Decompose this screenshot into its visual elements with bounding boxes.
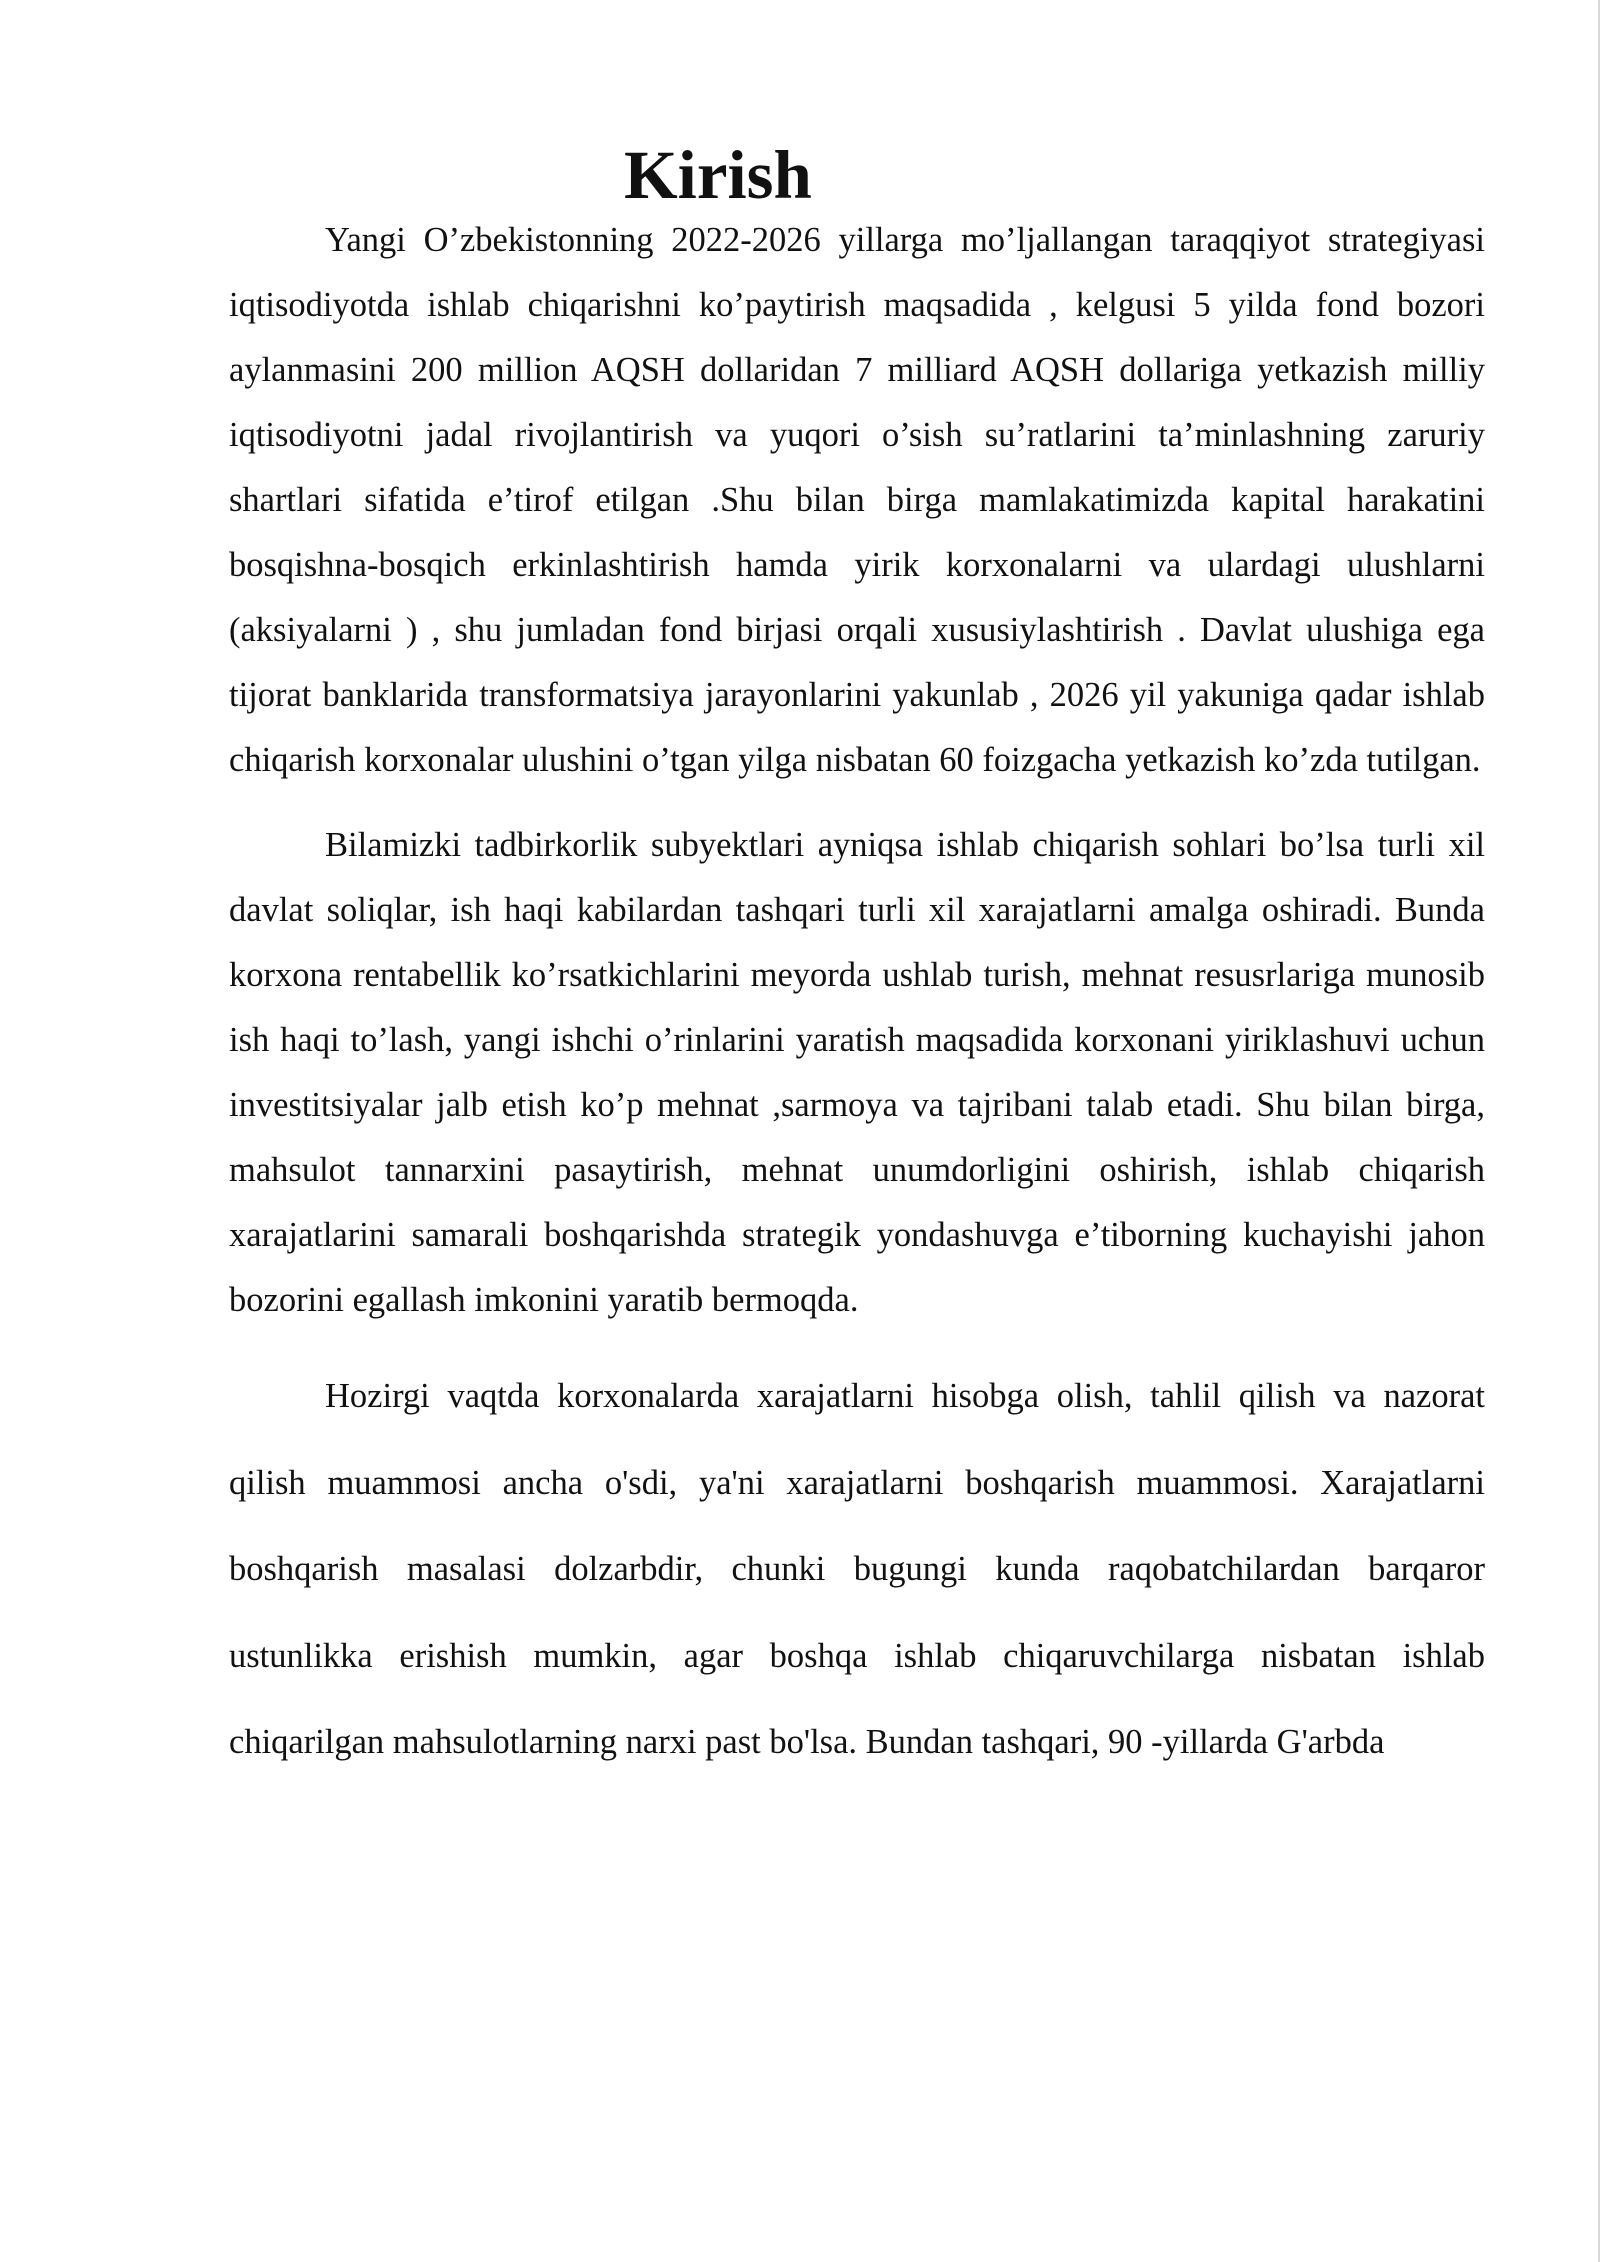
document-body (229, 137, 1485, 1786)
document-title: Kirish (624, 137, 812, 213)
paragraph-2: Bilamizki tadbirkorlik subyektlari ayniqsa ishlab chiqarish sohlari bo’lsa turli xil davlat soliqlar, ish haqi kabilardan tashqari turli xil xarajatlarni amalga oshiradi. Bunda korxona rentabellik ko’rsatkichlarini meyorda ushlab turish, mehnat resusrlariga munosib ish haqi to’lash, yangi ishchi o’rinlarini yaratish maqsadida korxonani yiriklashuvi uchun investitsiyalar jalb etish ko’p mehnat ,sarmoya va tajribani talab etadi. Shu bilan birga, mahsulot tannarxini pasaytirish, mehnat unumdorligini oshirish, ishlab chiqarish xarajatlarini samarali boshqarishda strategik yondashuvga e’tiborning kuchayishi jahon bozorini egallash imkonini yaratib bermoqda. (229, 826, 1485, 1319)
paragraph-3: Hozirgi vaqtda korxonalarda xarajatlarni hisobga olish, tahlil qilish va nazorat qilish muammosi ancha o'sdi, ya'ni xarajatlarni boshqarish muammosi. Xarajatlarni boshqarish masalasi dolzarbdir, chunki bugungi kunda raqobatchilardan barqaror ustunlikka erishish mumkin, agar boshqa ishlab chiqaruvchilarga nisbatan ishlab chiqarilgan mahsulotlarning narxi past bo'lsa. Bundan tashqari, 90 -yillarda G'arbda (229, 1377, 1485, 1761)
paragraph-1: Yangi O’zbekistonning 2022-2026 yillarga mo’ljallangan taraqqiyot strategiyasi iqtisodiyotda ishlab chiqarishni ko’paytirish maqsadida , kelgusi 5 yilda fond bozori aylanmasini 200 million AQSH dollaridan 7 milliard AQSH dollariga yetkazish milliy iqtisodiyotni jadal rivojlantirish va yuqori o’sish su’ratlarini ta’minlashning zaruriy shartlari sifatida e’tirof etilgan .Shu bilan birga mamlakatimizda kapital harakatini bosqishna-bosqich erkinlashtirish hamda yirik korxonalarni va ulardagi ulushlarni (aksiyalarni ) , shu jumladan fond birjasi orqali xususiylashtirish . Davlat ulushiga ega tijorat banklarida transformatsiya jarayonlarini yakunlab , 2026 yil yakuniga qadar ishlab chiqarish korxonalar ulushini o’tgan yilga nisbatan 60 foizgacha yetkazish ko’zda tutilgan. (229, 221, 1485, 779)
